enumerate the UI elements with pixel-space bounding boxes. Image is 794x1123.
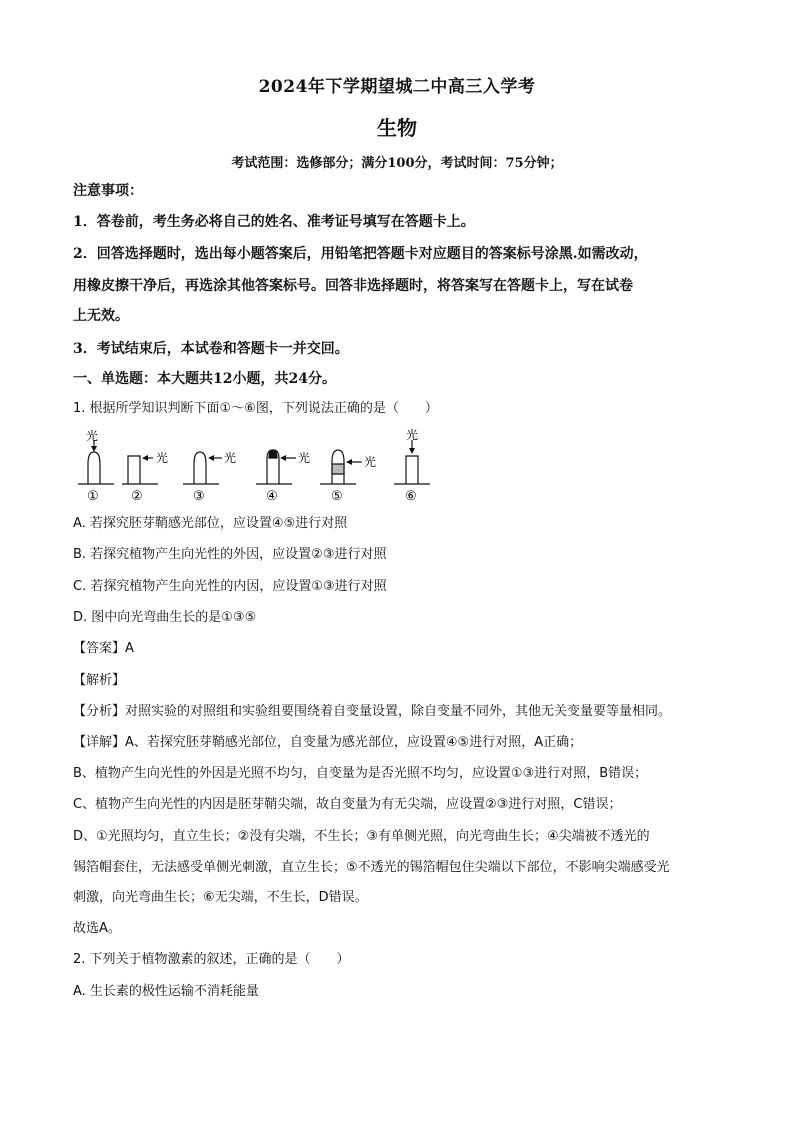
light-label-5: 光 bbox=[364, 455, 377, 469]
coleoptile-3 bbox=[194, 452, 206, 484]
figure-label-5: ⑤ bbox=[331, 489, 343, 504]
question-1-detail-c: C、植物产生向光性的内因是胚芽鞘尖端，故自变量为有无尖端，应设置②③进行对照，C错误； bbox=[73, 797, 622, 812]
question-1-fenxi: 【分析】对照实验的对照组和实验组要围绕着自变量设置，除自变量不同外，其他无关变量要等量相同。 bbox=[73, 704, 672, 719]
question-2-option-a: A. 生长素的极性运输不消耗能量 bbox=[73, 984, 259, 999]
exam-scope: 考试范围：选修部分；满分100分，考试时间：75分钟； bbox=[231, 156, 563, 171]
section-heading: 一、单选题：本大题共12小题，共24分。 bbox=[73, 371, 336, 387]
figure-label-2: ② bbox=[131, 489, 143, 504]
question-1-option-b: B. 若探究植物产生向光性的外因，应设置②③进行对照 bbox=[73, 547, 387, 562]
question-1-detail-d-line-1: D、①光照均匀，直立生长；②没有尖端，不生长；③有单侧光照，向光弯曲生长；④尖端被不透光的 bbox=[73, 829, 650, 844]
figure-label-1: ① bbox=[87, 489, 99, 504]
question-1-conclusion: 故选A。 bbox=[73, 921, 121, 936]
question-1-option-a: A. 若探究胚芽鞘感光部位，应设置④⑤进行对照 bbox=[73, 516, 348, 531]
note-item-2-line-1: 2．回答选择题时，选出每小题答案后，用铅笔把答题卡对应题目的答案标号涂黑.如需改动， bbox=[73, 246, 648, 262]
subject-title: 生物 bbox=[377, 116, 417, 140]
question-1-option-c: C. 若探究植物产生向光性的内因，应设置①③进行对照 bbox=[73, 579, 387, 594]
coleoptile-2 bbox=[128, 456, 140, 484]
exam-title: 2024年下学期望城二中高三入学考 bbox=[258, 77, 536, 97]
coleoptile-1 bbox=[88, 452, 100, 484]
question-1-detail-b: B、植物产生向光性的外因是光照不均匀，自变量为是否光照不均匀，应设置①③进行对照，B错误； bbox=[73, 766, 648, 781]
foil-cap-4 bbox=[269, 450, 277, 458]
light-label-4: 光 bbox=[298, 451, 311, 465]
figure-label-3: ③ bbox=[193, 489, 205, 504]
light-label-3: 光 bbox=[224, 451, 237, 465]
figure-label-6: ⑥ bbox=[405, 489, 417, 504]
note-item-2-line-2: 用橡皮擦干净后，再选涂其他答案标号。回答非选择题时，将答案写在答题卡上，写在试卷 bbox=[73, 278, 633, 294]
light-label-6: 光 bbox=[406, 428, 419, 442]
figure-label-4: ④ bbox=[266, 489, 278, 504]
question-1-stem: 1. 根据所学知识判断下面①～⑥图，下列说法正确的是（ ） bbox=[73, 401, 438, 416]
question-2-stem: 2. 下列关于植物激素的叙述，正确的是（ ） bbox=[73, 952, 350, 967]
coleoptile-6 bbox=[406, 456, 418, 484]
note-item-3: 3．考试结束后，本试卷和答题卡一并交回。 bbox=[73, 341, 349, 357]
note-item-2-line-3: 上无效。 bbox=[73, 308, 129, 324]
note-item-1: 1．答卷前，考生务必将自己的姓名、准考证号填写在答题卡上。 bbox=[73, 214, 475, 230]
question-1-option-d: D. 图中向光弯曲生长的是①③⑤ bbox=[73, 610, 257, 625]
question-1-detail-a: 【详解】A、若探究胚芽鞘感光部位，自变量为感光部位，应设置④⑤进行对照，A正确； bbox=[73, 735, 583, 750]
question-1-detail-d-line-3: 刺激，向光弯曲生长；⑥无尖端，不生长，D错误。 bbox=[73, 890, 368, 905]
question-1-analysis-heading: 【解析】 bbox=[73, 673, 126, 688]
light-label-1: 光 bbox=[86, 429, 99, 443]
question-1-detail-d-line-2: 锡箔帽套住，无法感受单侧光刺激，直立生长；⑤不透光的锡箔帽包住尖端以下部位，不影响尖端感受光 bbox=[73, 860, 670, 875]
coleoptile-figure bbox=[70, 428, 450, 504]
light-label-2: 光 bbox=[156, 451, 169, 465]
notes-heading: 注意事项： bbox=[73, 183, 143, 199]
foil-sleeve-5 bbox=[332, 464, 344, 474]
question-1-answer: 【答案】A bbox=[73, 641, 134, 656]
